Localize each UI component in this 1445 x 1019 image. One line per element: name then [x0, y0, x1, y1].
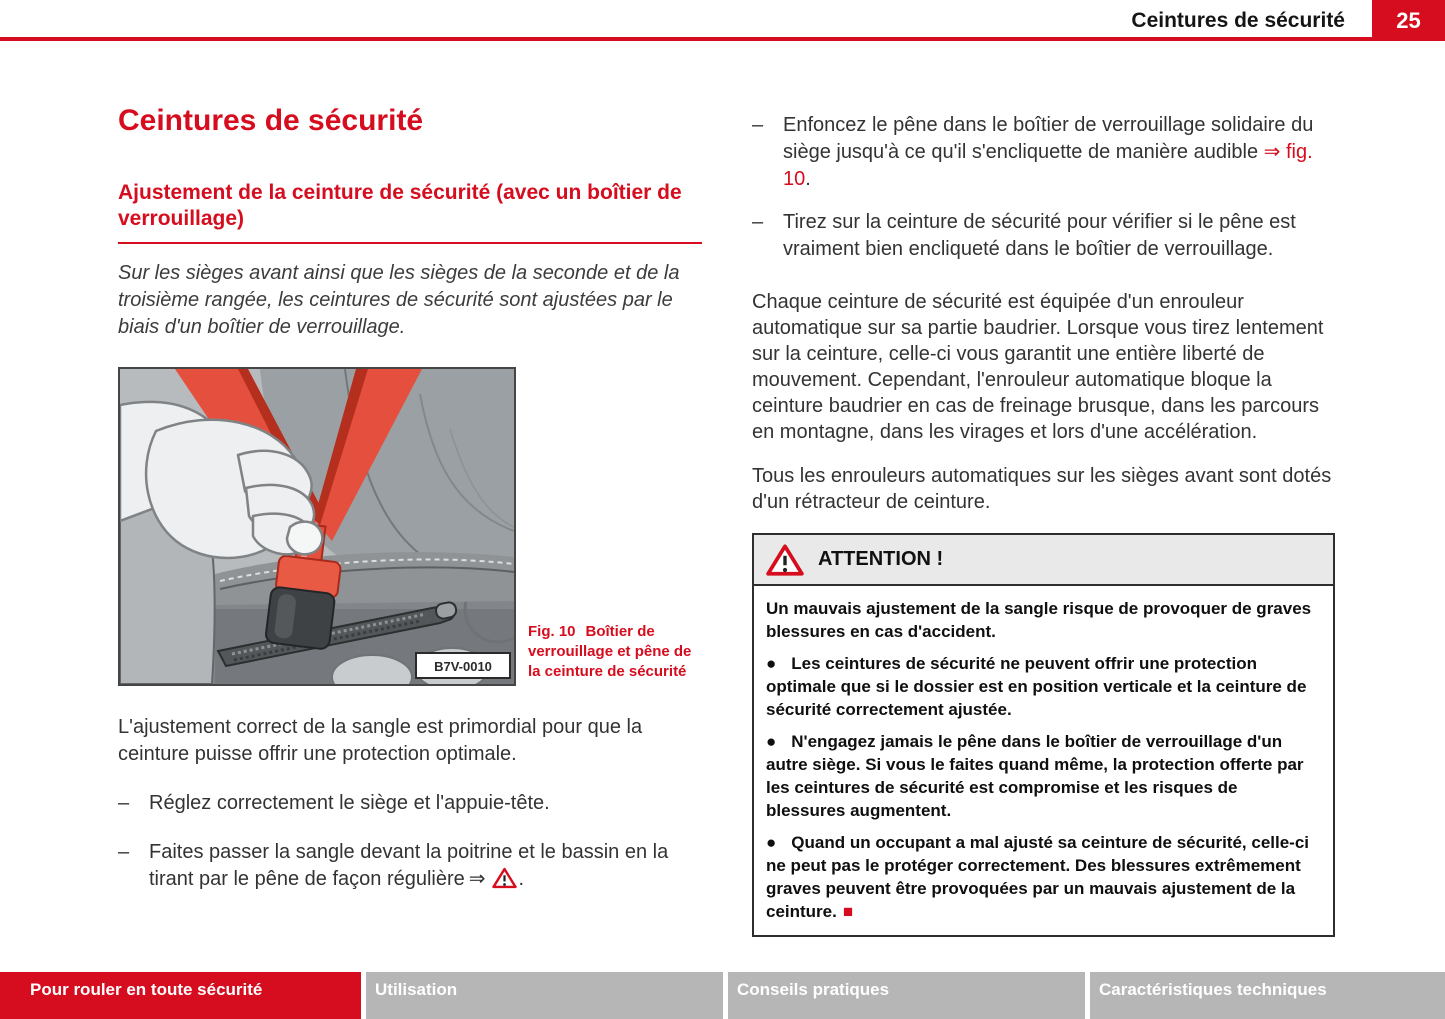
right-column	[752, 0, 1335, 937]
footer-tab-conseils: Conseils pratiques	[728, 972, 1085, 1019]
warning-item	[766, 730, 1321, 822]
section-subtitle: Ajustement de la ceinture de sécurité (avec un boîtier de verrouillage)	[118, 180, 702, 244]
warning-item	[766, 652, 1321, 721]
figure-caption-text: Boîtier de verrouillage et pêne de la ceinture de sécurité	[528, 623, 692, 680]
dash-marker: –	[752, 114, 764, 136]
left-column	[118, 0, 702, 893]
bullet-marker: ●	[766, 732, 777, 751]
bullet-marker: ●	[766, 833, 777, 852]
dash-marker: –	[118, 841, 130, 863]
warning-item	[766, 831, 1321, 923]
bullet-marker: ●	[766, 654, 777, 673]
warning-item-text: Quand un occupant a mal ajusté sa ceinture de sécurité, celle-ci ne peut pas le protéger correctement. Des blessures extrêmement graves peuvent être provoquées par un mauvais ajustement de la ceinture.	[766, 833, 1310, 921]
footer-tab-caracteristiques: Caractéristiques techniques	[1090, 972, 1445, 1019]
figure-cross-reference: ⇒ fig. 10	[783, 141, 1313, 190]
page-title: Ceintures de sécurité	[118, 104, 424, 137]
figure-caption	[528, 622, 706, 682]
footer-tab-utilisation: Utilisation	[366, 972, 723, 1019]
warning-triangle-icon	[766, 543, 804, 577]
section-end-marker: ■	[842, 902, 854, 921]
sentence-end: .	[805, 168, 811, 190]
figure-code-text: B7V-0010	[434, 659, 492, 674]
figure-illustration	[120, 369, 514, 684]
warning-box-header	[754, 535, 1333, 586]
instruction-text: Réglez correctement le siège et l'appuie-tête.	[149, 792, 550, 814]
instruction-item	[118, 839, 702, 893]
warning-title: ATTENTION !	[818, 548, 944, 570]
warning-item-text: N'engagez jamais le pêne dans le boîtier de verrouillage d'un autre siège. Si vous le faites quand même, la protection offerte par les ceintures de sécurité est compromise et les risques de blessures augmentent.	[766, 732, 1304, 820]
instruction-item	[752, 209, 1335, 263]
body-paragraph: L'ajustement correct de la sangle est primordial pour que la ceinture puisse offrir une protection optimale.	[118, 716, 643, 765]
running-header-title: Ceintures de sécurité	[1131, 9, 1345, 32]
instruction-text: Tirez sur la ceinture de sécurité pour vérifier si le pêne est vraiment bien encliqueté dans le boîtier de verrouillage.	[783, 211, 1296, 260]
warning-box-body	[754, 586, 1333, 935]
warning-box	[752, 533, 1335, 937]
figure-code-label	[416, 653, 510, 678]
figure-caption-label: Fig. 10	[528, 623, 576, 640]
warning-intro: Un mauvais ajustement de la sangle risque de provoquer de graves blessures en cas d'accident.	[766, 599, 1312, 641]
warning-item-text: Les ceintures de sécurité ne peuvent offrir une protection optimale que si le dossier est en position verticale et la ceinture de sécurité correctement ajustée.	[766, 654, 1307, 719]
body-paragraph: Tous les enrouleurs automatiques sur les sièges avant sont dotés d'un rétracteur de ceinture.	[752, 465, 1332, 513]
instruction-text: Enfoncez le pêne dans le boîtier de verrouillage solidaire du siège jusqu'à ce qu'il s'encliquette de manière audible	[783, 114, 1314, 163]
figure-block	[118, 367, 702, 686]
dash-marker: –	[752, 211, 764, 233]
dash-marker: –	[118, 792, 130, 814]
figure-frame	[118, 367, 516, 686]
page-number-badge: 25	[1372, 0, 1445, 41]
footer-tab-pour-rouler: Pour rouler en toute sécurité	[0, 972, 361, 1019]
instruction-item	[118, 790, 702, 817]
body-paragraph: Chaque ceinture de sécurité est équipée d'un enrouleur automatique sur sa partie baudrier. Lorsque vous tirez lentement sur la ceinture, celle-ci vous garantit une entière liberté de mouvement. Cependant, l'enrouleur automatique bloque la ceinture baudrier en cas de freinage brusque, dans les parcours en montagne, dans les virages et lors d'une accélération.	[752, 291, 1324, 443]
instruction-item	[752, 112, 1335, 193]
footer-section-tabs	[0, 972, 1445, 1019]
intro-paragraph: Sur les sièges avant ainsi que les sièges de la seconde et de la troisième rangée, les ceintures de sécurité sont ajustées par le biais d'un boîtier de verrouillage.	[118, 262, 680, 338]
cross-ref-arrow: ⇒	[468, 868, 486, 890]
warning-triangle-icon	[492, 867, 517, 889]
sentence-end: .	[518, 868, 525, 890]
instruction-text: Faites passer la sangle devant la poitrine et le bassin en la tirant par le pêne de façon régulière	[149, 841, 669, 890]
